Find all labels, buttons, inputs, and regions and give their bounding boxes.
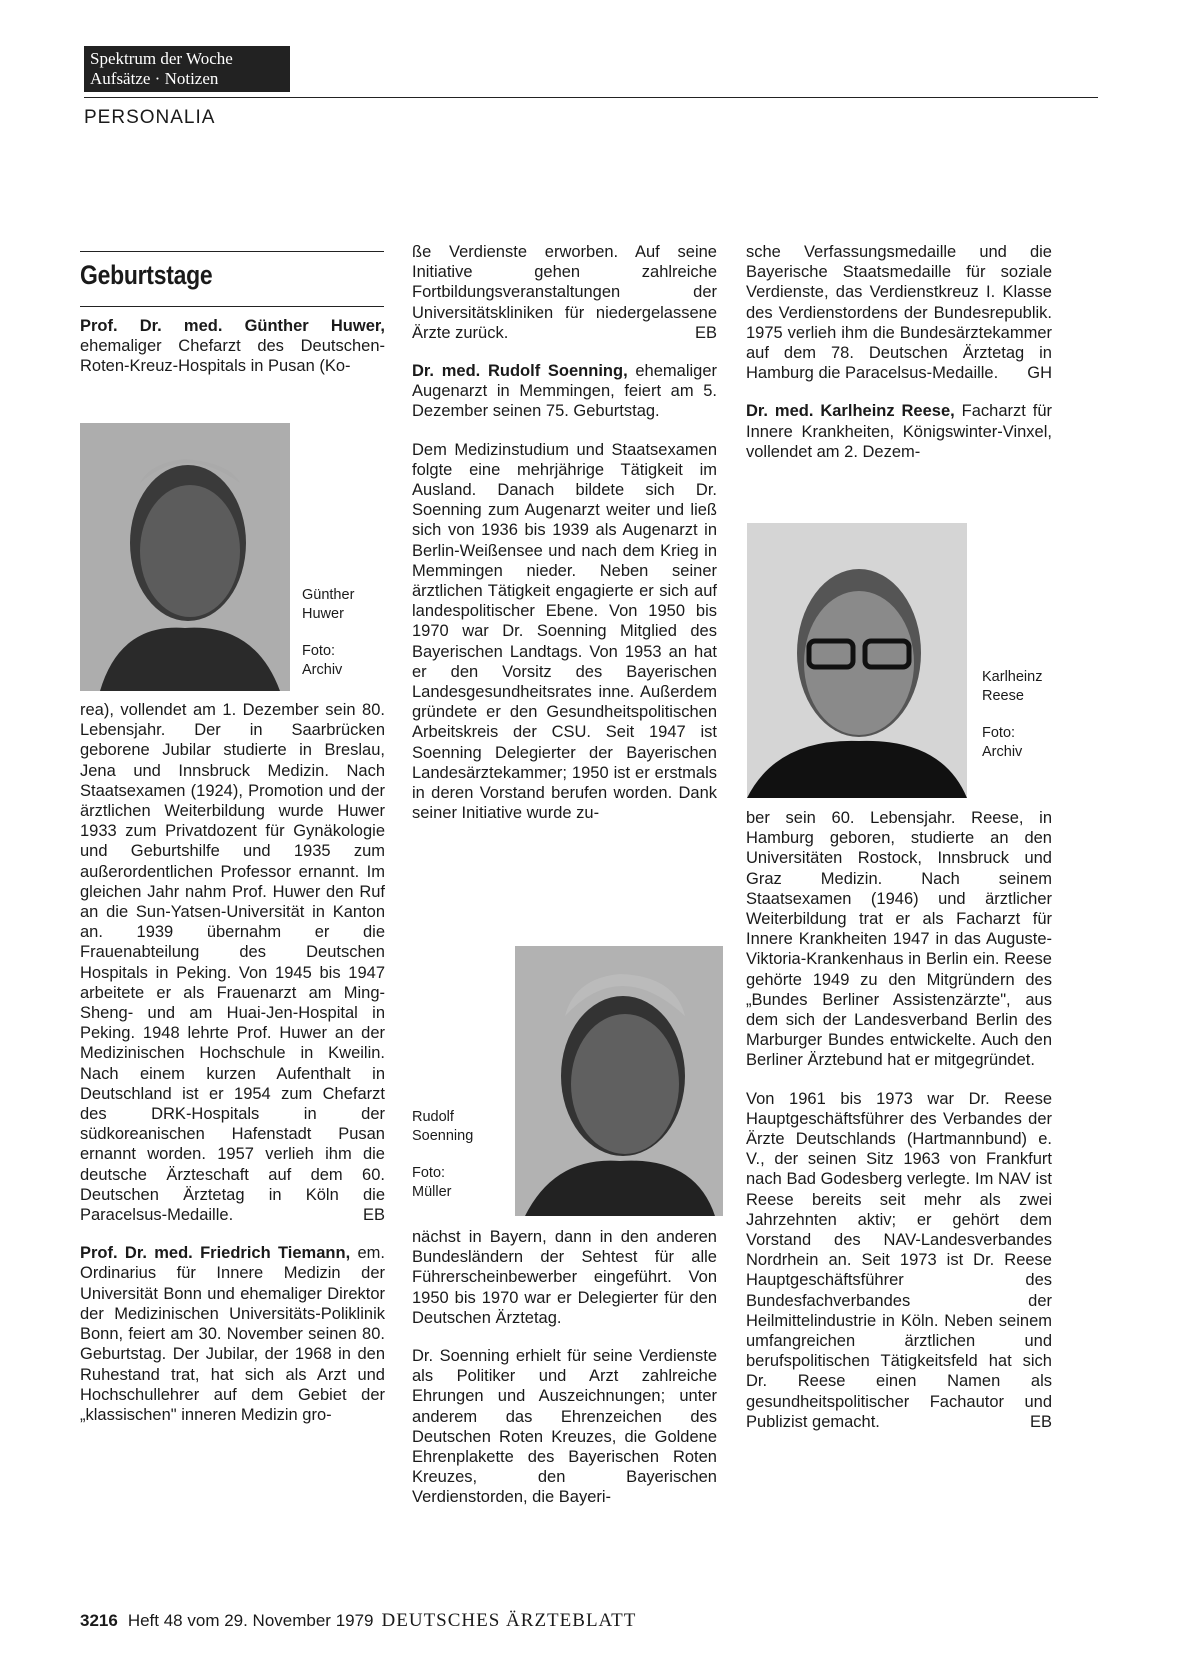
category-label: PERSONALIA — [84, 107, 216, 128]
tiemann-cont: ße Verdienste erworben. Auf seine Initiative gehen zahlreiche Fortbildungsveranstaltungen der Universitätskliniken für niedergelassene Ärzte zurück. EB — [412, 243, 717, 342]
page-footer — [80, 1610, 636, 1632]
reese-intro: Dr. med. Karlheinz Reese, Facharzt für Innere Krankheiten, Königswinter-Vinxel, vollendet am 2. Dezem- — [746, 402, 1052, 461]
caption-reese: Karlheinz Reese Foto: Archiv — [982, 669, 1043, 760]
section-label-box — [84, 46, 290, 92]
column-3-bottom — [746, 808, 1052, 1432]
tiemann-article: Prof. Dr. med. Friedrich Tiemann, em. Ordinarius für Innere Medizin der Universität Bonn und ehemaliger Direktor der Medizinischen Universitäts-Poliklinik Bonn, feiert am 30. November seinen 80. Geburtstag. Der Jubilar, der 1968 in den Ruhestand trat, hat sich als Arzt und Hochschullehrer auf dem Gebiet der „klassischen" inneren Medizin gro- — [80, 1244, 385, 1424]
soenning-name: Dr. med. Rudolf Soenning, — [412, 362, 628, 381]
photo-reese — [747, 523, 967, 798]
page-number: 3216 — [80, 1611, 118, 1630]
column-1-bottom — [80, 700, 385, 1425]
journal-name: DEUTSCHES ÄRZTEBLATT — [381, 1610, 637, 1631]
section-label-line1: Spektrum der Woche — [90, 49, 233, 68]
soenning-body-cont: nächst in Bayern, dann in den anderen Bundesländern der Sehtest für alle Führerscheinbewerber eingeführt. Von 1950 bis 1970 war er Delegierter für den Deutschen Ärztetag. — [412, 1228, 717, 1327]
reese-career: Von 1961 bis 1973 war Dr. Reese Hauptgeschäftsführer des Verbandes der Ärzte Deutschlands (Hartmannbund) e. V., der seinen Sitz 1963 von Frankfurt nach Bad Godesberg verlegte. Im NAV ist Reese bereits seit mehr als zwei Jahrzehnten aktiv; er gehört dem Vorstand des NAV-Landesverbandes Nordrhein an. Seit 1973 ist Dr. Reese Hauptgeschäftsführer des Bundesfachverbandes der Heilmittelindustrie in Köln. Neben seinem umfangreichen ärztlichen und berufspolitischen Tätigkeitsfeld hat sich Dr. Reese einen Namen als gesundheitspolitischer Fachautor und Publizist gemacht. EB — [746, 1089, 1052, 1431]
column-2-bottom — [412, 1227, 717, 1508]
column-3-top — [746, 242, 1052, 462]
page-heading: Geburtstage — [80, 260, 213, 290]
huwer-name: Prof. Dr. med. Günther Huwer, — [80, 317, 385, 335]
photo-huwer — [80, 423, 290, 691]
column-2-top — [412, 242, 717, 823]
header-rule — [84, 97, 1098, 98]
soenning-honors: Dr. Soenning erhielt für seine Verdienste als Politiker und Arzt zahlreiche Ehrungen und Auszeichnungen; unter anderem das Ehrenzeichen des Deutschen Roten Kreuzes, die Goldene Ehrenplakette des Bayerischen Roten Kreuzes, den Bayerischen Verdienstorden, die Bayeri- — [412, 1347, 717, 1507]
reese-body: ber sein 60. Lebensjahr. Reese, in Hamburg geboren, studierte an den Universitäten Rostock, Innsbruck und Graz Medizin. Nach seinem Staatsexamen (1946) und ärztlicher Weiterbildung trat er als Facharzt für Innere Krankheiten 1947 in das Auguste-Viktoria-Krankenhaus in Berlin ein. Reese gehörte 1949 zu den Mitgründern des „Bundes Berliner Assistenzärzte", aus dem sich der Landesverband Berlin des Marburger Bundes entwickelte. Auch den Berliner Ärztebund hat er mitgegründet. — [746, 809, 1052, 1070]
caption-huwer: Günther Huwer Foto: Archiv — [302, 587, 355, 678]
soenning-honors-cont: sche Verfassungsmedaille und die Bayerische Staatsmedaille für soziale Verdienste, das Verdienstkreuz I. Klasse des Verdienstordens der Bundesrepublik. 1975 verlieh ihm die Bundesärztekammer auf dem 78. Deutschen Ärztetag in Hamburg die Paracelsus-Medaille. GH — [746, 243, 1052, 383]
tiemann-name: Prof. Dr. med. Friedrich Tiemann, — [80, 1244, 351, 1263]
heading-rule-bottom — [80, 306, 384, 307]
signature: GH — [1027, 364, 1052, 383]
signature: EB — [694, 323, 717, 342]
issue-info: Heft 48 vom 29. November 1979 — [127, 1611, 374, 1630]
heading-rule-top — [80, 251, 384, 252]
column-1-top — [80, 316, 385, 377]
signature: EB — [362, 1206, 385, 1225]
soenning-intro: Dr. med. Rudolf Soenning, ehemaliger Augenarzt in Memmingen, feiert am 5. Dezember seinen 75. Geburtstag. — [412, 362, 718, 421]
signature: EB — [1029, 1412, 1052, 1431]
section-label-line2: Aufsätze · Notizen — [90, 69, 219, 88]
huwer-body: rea), vollendet am 1. Dezember sein 80. Lebensjahr. Der in Saarbrücken geborene Jubilar studierte in Breslau, Jena und Innsbruck Medizin. Nach Staatsexamen (1924), Promotion und der ärztlichen Weiterbildung wurde Huwer 1933 zum Privatdozent für Gynäkologie und Geburtshilfe und 1935 zum außerordentlichen Professor ernannt. Im gleichen Jahr nahm Prof. Huwer den Ruf an die Sun-Yatsen-Universität in Kanton an. 1939 übernahm er die Frauenabteilung des Deutschen Hospitals in Peking. Von 1945 bis 1947 arbeitete er als Frauenarzt am Ming-Sheng- und am Huai-Jen-Hospital in Peking. 1948 lehrte Prof. Huwer an der Medizinischen Hochschule in Kweilin. Nach einem kurzen Aufenthalt in Deutschland ist er 1954 zum Chefarzt des DRK-Hospitals in der südkoreanischen Hafenstadt Pusan ernannt worden. 1957 verlieh ihm die deutsche Ärzteschaft auf dem 60. Deutschen Ärztetag in Köln die Paracelsus-Medaille. EB — [80, 701, 385, 1225]
caption-soenning: Rudolf Soenning Foto: Müller — [412, 1109, 474, 1200]
reese-name: Dr. med. Karlheinz Reese, — [746, 402, 955, 421]
photo-soenning — [515, 946, 723, 1216]
soenning-body: Dem Medizinstudium und Staatsexamen folgte eine mehrjährige Tätigkeit im Ausland. Danach bildete sich Dr. Soenning zum Augenarzt weiter und ließ sich von 1936 bis 1939 als Augenarzt in Berlin-Weißensee und nach dem Krieg in Memmingen nieder. Neben seiner ärztlichen Tätigkeit engagierte er sich auf landespolitischer Ebene. Von 1950 bis 1970 war Dr. Soenning Mitglied des Bayerischen Landtags. Von 1953 an hat er den Vorsitz des Bayerischen Landesgesundheitsrates inne. Außerdem gründete er den Gesundheitspolitischen Arbeitskreis der CSU. Seit 1947 ist Soenning Delegierter der Bayerischen Landesärztekammer; 1950 ist er erstmals in deren Vorstand berufen worden. Dank seiner Initiative wurde zu- — [412, 440, 717, 823]
huwer-intro: Prof. Dr. med. Günther Huwer, ehemaliger Chefarzt des Deutschen-Roten-Kreuz-Hospitals in Pusan (Ko- — [80, 317, 385, 376]
